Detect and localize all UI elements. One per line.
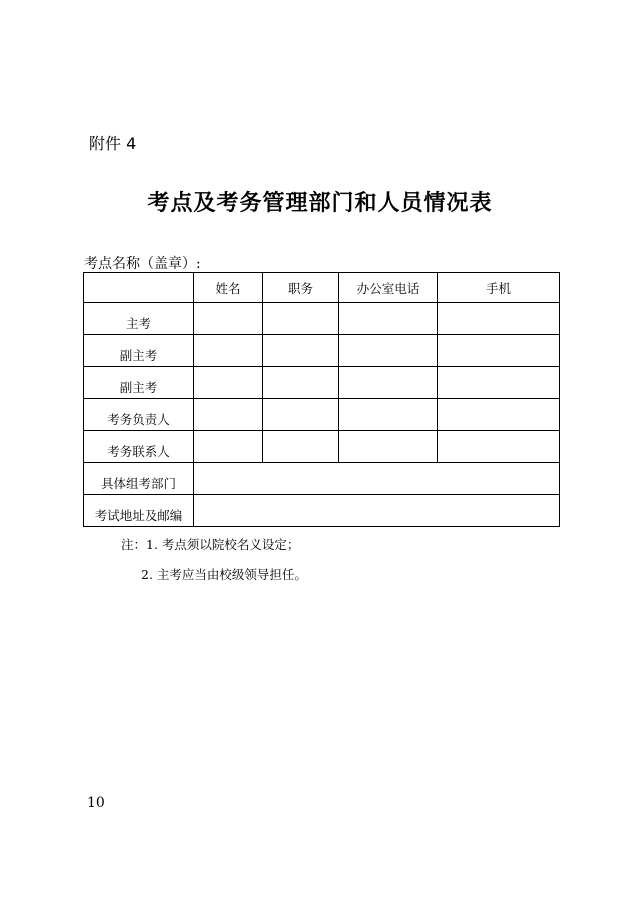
table-header-row (84, 273, 560, 303)
table-row (84, 335, 560, 367)
row-label: 具体组考部门 (84, 463, 194, 495)
notes-block (121, 530, 307, 590)
note-line-2: 2. 主考应当由校级领导担任。 (141, 567, 307, 582)
header-cell-mobile: 手机 (438, 273, 560, 303)
row-label: 考务联系人 (84, 431, 194, 463)
staff-info-table (83, 272, 560, 527)
table-row (84, 399, 560, 431)
cell-blank[interactable] (438, 335, 560, 367)
cell-blank[interactable] (339, 431, 438, 463)
row-label: 主考 (84, 303, 194, 335)
header-cell-empty (84, 273, 194, 303)
cell-blank[interactable] (438, 303, 560, 335)
cell-blank[interactable] (339, 303, 438, 335)
cell-blank[interactable] (339, 335, 438, 367)
cell-blank[interactable] (339, 367, 438, 399)
header-cell-name: 姓名 (194, 273, 263, 303)
table-row (84, 303, 560, 335)
table-row-wide (84, 463, 560, 495)
site-name-label: 考点名称（盖章）: (84, 256, 201, 272)
cell-blank[interactable] (194, 303, 263, 335)
page-number: 10 (87, 795, 105, 811)
cell-blank-wide[interactable] (194, 495, 560, 527)
cell-blank[interactable] (194, 335, 263, 367)
cell-blank[interactable] (194, 399, 263, 431)
cell-blank[interactable] (263, 367, 339, 399)
cell-blank-wide[interactable] (194, 463, 560, 495)
table-row (84, 367, 560, 399)
page-title: 考点及考务管理部门和人员情况表 (147, 190, 493, 216)
table-row (84, 431, 560, 463)
header-cell-position: 职务 (263, 273, 339, 303)
note-line-1: 注：1. 考点须以院校名义设定； (121, 537, 300, 552)
cell-blank[interactable] (339, 399, 438, 431)
cell-blank[interactable] (438, 367, 560, 399)
row-label: 副主考 (84, 335, 194, 367)
cell-blank[interactable] (263, 303, 339, 335)
row-label: 考试地址及邮编 (84, 495, 194, 527)
cell-blank[interactable] (438, 399, 560, 431)
cell-blank[interactable] (194, 367, 263, 399)
row-label: 考务负责人 (84, 399, 194, 431)
cell-blank[interactable] (263, 431, 339, 463)
attachment-label: 附件 4 (89, 134, 137, 153)
cell-blank[interactable] (263, 335, 339, 367)
cell-blank[interactable] (263, 399, 339, 431)
header-cell-office-phone: 办公室电话 (339, 273, 438, 303)
table-row-wide (84, 495, 560, 527)
cell-blank[interactable] (438, 431, 560, 463)
row-label: 副主考 (84, 367, 194, 399)
cell-blank[interactable] (194, 431, 263, 463)
